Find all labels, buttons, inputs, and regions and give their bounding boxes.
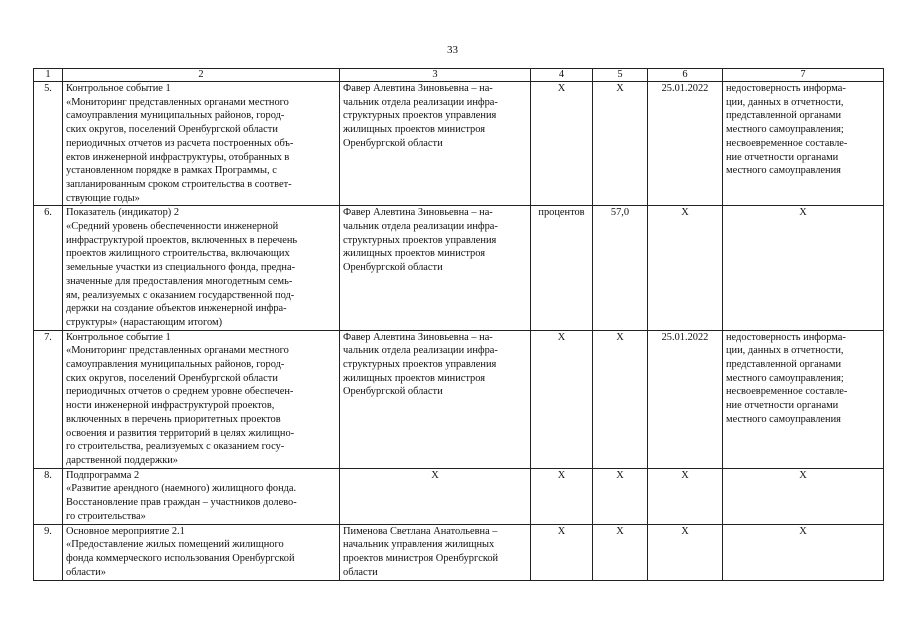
risk-line: X (799, 469, 807, 481)
responsible-cell (340, 206, 531, 330)
event-name-line: ских округов, поселений Оренбургской области (66, 124, 278, 136)
event-name-line: самоуправления муниципальных районов, город- (66, 359, 285, 371)
value-cell: X (593, 82, 648, 206)
responsible-line: жилищных проектов министроя (343, 124, 486, 136)
table-row (34, 330, 884, 468)
responsible-cell (340, 82, 531, 206)
value-cell: X (593, 524, 648, 580)
header-row (34, 69, 884, 82)
risk-line: X (799, 207, 807, 219)
unit-cell: процентов (531, 206, 593, 330)
value-cell: X (593, 330, 648, 468)
responsible-line: жилищных проектов министроя (343, 248, 486, 260)
table-row (34, 524, 884, 580)
header-cell-5: 5 (593, 69, 648, 82)
event-name-line: установленном порядке в рамках Программы, с (66, 165, 277, 177)
event-name-line: освоения и развития территорий в целях жилищно- (66, 427, 295, 439)
event-name-line: Показатель (индикатор) 2 (66, 207, 180, 219)
risk-line: ции, данных в отчетности, (726, 345, 844, 357)
event-name-line: периодичных отчетов о среднем уровне обеспечен- (66, 386, 294, 398)
date-cell: X (648, 206, 723, 330)
responsible-line: Оренбургской области (343, 386, 443, 398)
responsible-line: проектов министроя Оренбургской (343, 552, 499, 564)
event-name-line: «Предоставление жилых помещений жилищного (66, 539, 284, 551)
risk-line: местного самоуправления (726, 165, 841, 177)
event-name-line: фонда коммерческого использования Оренбургской (66, 552, 295, 564)
unit-cell: X (531, 330, 593, 468)
responsible-line: структурных проектов управления (343, 359, 497, 371)
row-number: 9. (34, 524, 63, 580)
risk-line: ние отчетности органами (726, 151, 839, 163)
value-cell: X (593, 468, 648, 524)
table-row (34, 468, 884, 524)
date-cell: 25.01.2022 (648, 330, 723, 468)
risk-line: несвоевременное составле- (726, 137, 848, 149)
event-name-line: Контрольное событие 1 (66, 83, 171, 94)
event-name-line: «Развитие арендного (наемного) жилищного фонда. (66, 483, 297, 495)
header-cell-2: 2 (63, 69, 340, 82)
risk-line: представленной органами (726, 359, 842, 371)
event-name-line: самоуправления муниципальных районов, город- (66, 110, 285, 122)
unit-cell: X (531, 524, 593, 580)
responsible-line: начальник управления жилищных (343, 539, 495, 551)
event-name-line: «Мониторинг представленных органами местного (66, 96, 289, 108)
header-cell-3: 3 (340, 69, 531, 82)
monitoring-table (33, 68, 884, 581)
event-name-line: го строительства, реализуемых с оказанием госу- (66, 441, 285, 453)
header-cell-1: 1 (34, 69, 63, 82)
header-cell-6: 6 (648, 69, 723, 82)
event-name-line: инфраструктурой проектов, включенных в перечень (66, 234, 298, 246)
event-name-line: ствующие годы» (66, 192, 140, 204)
responsible-line: Оренбургской области (343, 262, 443, 274)
event-name-line: Контрольное событие 1 (66, 331, 171, 343)
date-cell: X (648, 468, 723, 524)
risk-cell (723, 206, 884, 330)
header-cell-7: 7 (723, 69, 884, 82)
risk-line: местного самоуправления (726, 413, 841, 425)
event-name-line: ям, реализуемых с оказанием государственной под- (66, 289, 295, 301)
risk-cell (723, 330, 884, 468)
risk-line: несвоевременное составле- (726, 386, 848, 398)
risk-line: ние отчетности органами (726, 400, 839, 412)
risk-cell (723, 468, 884, 524)
risk-cell (723, 82, 884, 206)
row-number: 7. (34, 330, 63, 468)
event-name-line: ности инженерной инфраструктурой проектов, (66, 400, 275, 412)
unit-cell: X (531, 82, 593, 206)
date-cell: 25.01.2022 (648, 82, 723, 206)
event-name-line: «Средний уровень обеспеченности инженерной (66, 221, 279, 233)
event-name-cell (63, 330, 340, 468)
event-name-line: го строительства» (66, 510, 146, 522)
responsible-line: Фавер Алевтина Зиновьевна – на- (343, 331, 493, 343)
header-cell-4: 4 (531, 69, 593, 82)
responsible-cell (340, 330, 531, 468)
event-name-line: ских округов, поселений Оренбургской области (66, 372, 278, 384)
responsible-line: области (343, 566, 378, 578)
event-name-line: Основное мероприятие 2.1 (66, 525, 185, 537)
responsible-line: Фавер Алевтина Зиновьевна – на- (343, 83, 493, 94)
responsible-cell (340, 468, 531, 524)
responsible-line: чальник отдела реализации инфра- (343, 345, 498, 357)
event-name-line: Подпрограмма 2 (66, 469, 140, 481)
responsible-line: чальник отдела реализации инфра- (343, 221, 498, 233)
value-cell: 57,0 (593, 206, 648, 330)
table-row (34, 82, 884, 206)
risk-line: недостоверность информа- (726, 331, 846, 343)
responsible-line: Фавер Алевтина Зиновьевна – на- (343, 207, 493, 219)
event-name-line: области» (66, 566, 106, 578)
event-name-line: дарственной поддержки» (66, 454, 178, 466)
responsible-line: Оренбургской области (343, 137, 443, 149)
event-name-line: проектов жилищного строительства, включающих (66, 248, 290, 260)
risk-line: недостоверность информа- (726, 83, 846, 94)
risk-line: представленной органами (726, 110, 842, 122)
event-name-line: структуры» (нарастающим итогом) (66, 316, 223, 328)
date-cell: X (648, 524, 723, 580)
event-name-line: включенных в перечень приоритетных проектов (66, 413, 281, 425)
event-name-line: запланированным сроком строительства в соответ- (66, 178, 292, 190)
responsible-line: чальник отдела реализации инфра- (343, 96, 498, 108)
risk-line: ции, данных в отчетности, (726, 96, 844, 108)
table-row (34, 206, 884, 330)
responsible-line: X (431, 469, 439, 481)
risk-line: местного самоуправления; (726, 124, 844, 136)
event-name-cell (63, 82, 340, 206)
row-number: 6. (34, 206, 63, 330)
responsible-cell (340, 524, 531, 580)
risk-cell (723, 524, 884, 580)
event-name-cell (63, 468, 340, 524)
event-name-line: ектов инженерной инфраструктуры, отобранных в (66, 151, 290, 163)
event-name-cell (63, 524, 340, 580)
event-name-line: «Мониторинг представленных органами местного (66, 345, 289, 357)
event-name-line: значенные для предоставления многодетным семь- (66, 275, 293, 287)
page-number: 33 (447, 44, 458, 56)
responsible-line: структурных проектов управления (343, 234, 497, 246)
event-name-line: земельные участки из специального фонда, предна- (66, 262, 296, 274)
responsible-line: структурных проектов управления (343, 110, 497, 122)
risk-line: X (799, 525, 807, 537)
event-name-line: держки на создание объектов инженерной инфра- (66, 303, 287, 315)
row-number: 8. (34, 468, 63, 524)
event-name-line: Восстановление прав граждан – участников долево- (66, 497, 297, 509)
event-name-cell (63, 206, 340, 330)
unit-cell: X (531, 468, 593, 524)
row-number: 5. (34, 82, 63, 206)
responsible-line: Пименова Светлана Анатольевна – (343, 525, 498, 537)
event-name-line: периодичных отчетов из расчета построенных объ- (66, 137, 294, 149)
responsible-line: жилищных проектов министроя (343, 372, 486, 384)
risk-line: местного самоуправления; (726, 372, 844, 384)
